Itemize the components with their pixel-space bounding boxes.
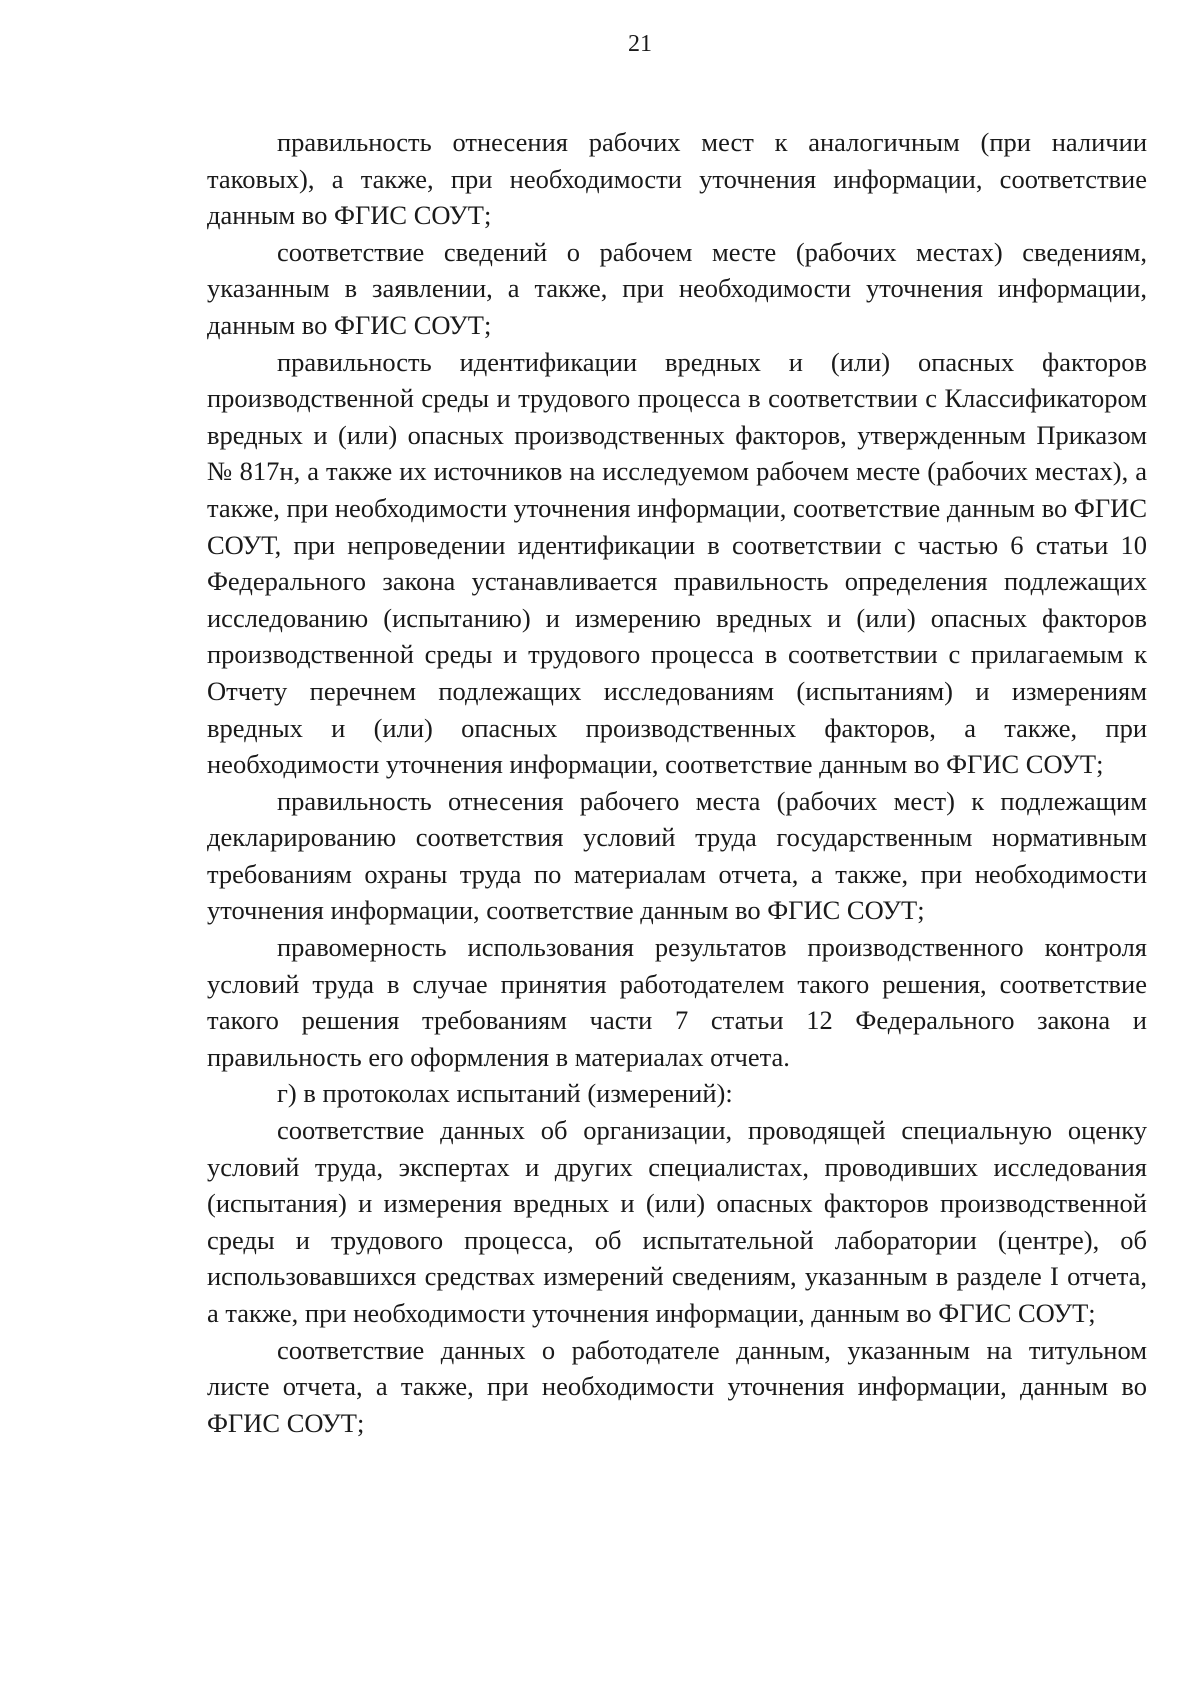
- paragraph-organization-data: соответствие данных об организации, проводящей специальную оценку условий труда, экспертах и других специалистах, проводивших исследования (испытания) и измерения вредных и (или) опасных факторов производственной среды и трудового процесса, об испытательной лаборатории (центре), об использовавшихся средствах измерений сведениям, указанным в разделе I отчета, а также, при необходимости уточнения информации, данным во ФГИС СОУТ;: [207, 1115, 1147, 1328]
- paragraph-test-protocols-heading: г) в протоколах испытаний (измерений):: [277, 1078, 733, 1109]
- paragraph-declaration: правильность отнесения рабочего места (рабочих мест) к подлежащим декларированию соответствия условий труда государственным нормативным требованиям охраны труда по материалам отчета, а также, при необходимости уточнения информации, соответствие данным во ФГИС СОУТ;: [207, 785, 1147, 926]
- paragraph-employer-data: соответствие данных о работодателе данным, указанным на титульном листе отчета, а также, при необходимости уточнения информации, данным во ФГИС СОУТ;: [207, 1334, 1147, 1438]
- page-number: 21: [628, 31, 652, 57]
- paragraph-analogous-workplaces: правильность отнесения рабочих мест к аналогичным (при наличии таковых), а также, при необходимости уточнения информации, соответствие данным во ФГИС СОУТ;: [207, 127, 1147, 231]
- paragraph-factor-identification: правильность идентификации вредных и (или) опасных факторов производственной среды и трудового процесса в соответствии с Классификатором вредных и (или) опасных производственных факторов, утвержденным Приказом № 817н, а также их источников на исследуемом рабочем месте (рабочих местах), а также, при необходимости уточнения информации, соответствие данным во ФГИС СОУТ, при непроведении идентификации в соответствии с частью 6 статьи 10 Федерального закона устанавливается правильность определения подлежащих исследованию (испытанию) и измерению вредных и (или) опасных факторов производственной среды и трудового процесса в соответствии с прилагаемым к Отчету перечнем подлежащих исследованиям (испытаниям) и измерениям вредных и (или) опасных производственных факторов, а также, при необходимости уточнения информации, соответствие данным во ФГИС СОУТ;: [207, 346, 1147, 780]
- paragraph-workplace-info: соответствие сведений о рабочем месте (рабочих местах) сведениям, указанным в заявлении, а также, при необходимости уточнения информации, данным во ФГИС СОУТ;: [207, 236, 1147, 340]
- document-body: [207, 124, 1147, 1441]
- paragraph-production-control: правомерность использования результатов производственного контроля условий труда в случае принятия работодателем такого решения, соответствие такого решения требованиям части 7 статьи 12 Федерального закона и правильность его оформления в материалах отчета.: [207, 932, 1147, 1072]
